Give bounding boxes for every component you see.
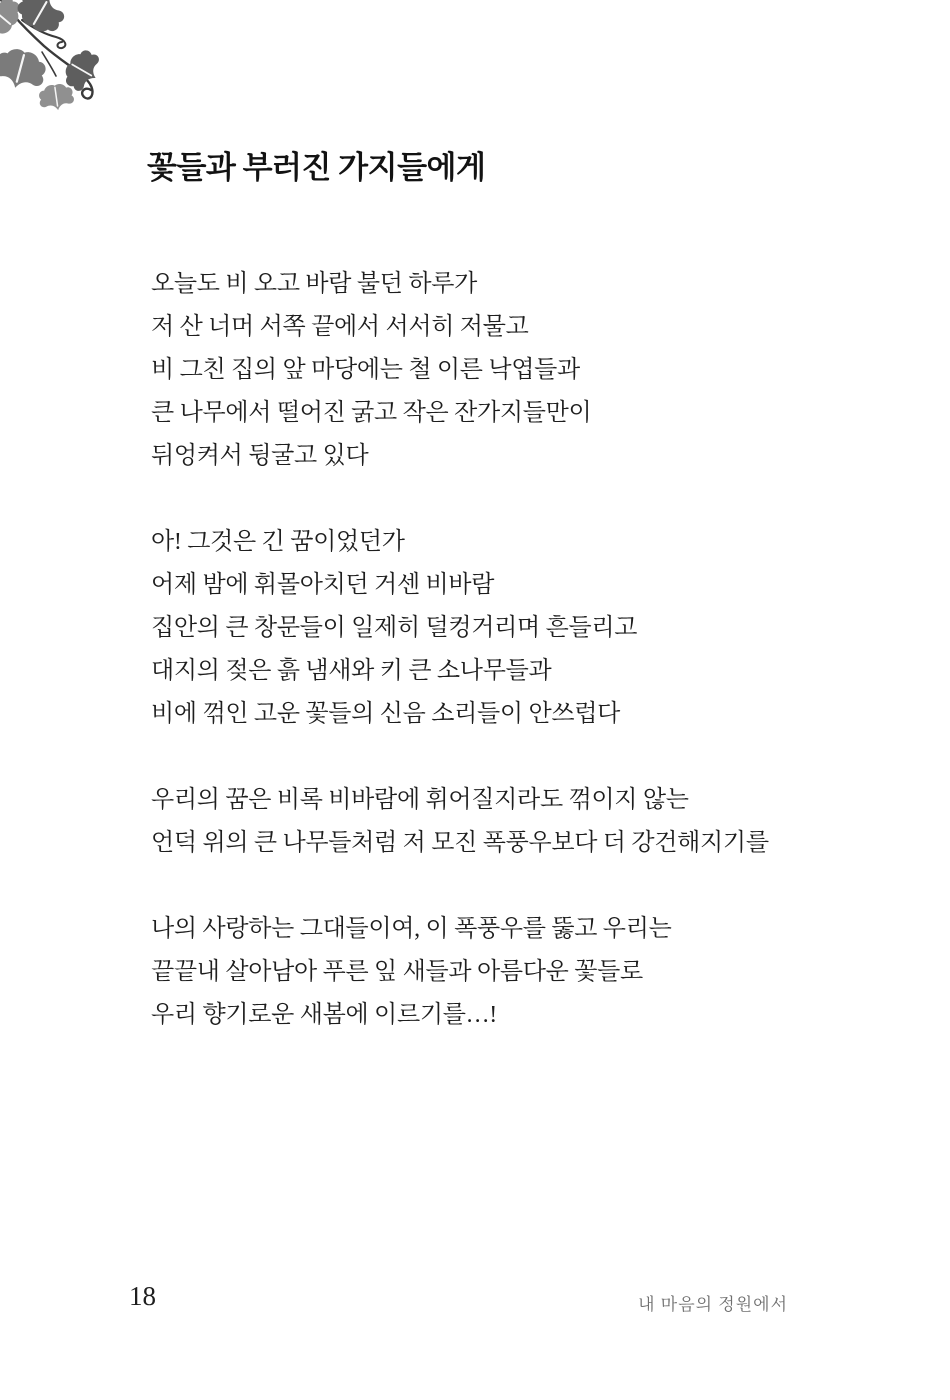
- poem-line: 아! 그것은 긴 꿈이었던가: [151, 529, 405, 555]
- stanza-2: [151, 521, 769, 736]
- poem-line: 뒤엉켜서 뒹굴고 있다: [151, 443, 369, 469]
- poem-title: 꽃들과 부러진 가지들에게: [147, 150, 486, 185]
- poem-line: 언덕 위의 큰 나무들처럼 저 모진 폭풍우보다 더 강건해지기를: [151, 830, 769, 856]
- stanza-1: [151, 263, 769, 478]
- poem-line: 어제 밤에 휘몰아치던 거센 비바람: [151, 572, 495, 598]
- poem-line: 우리 향기로운 새봄에 이르기를…!: [151, 1002, 497, 1028]
- stanza-4: [151, 908, 769, 1037]
- poem-line: 비에 꺾인 고운 꽃들의 신음 소리들이 안쓰럽다: [151, 701, 620, 727]
- poem-line: 비 그친 집의 앞 마당에는 철 이른 낙엽들과: [151, 357, 580, 383]
- poem-line: 나의 사랑하는 그대들이여, 이 폭풍우를 뚫고 우리는: [151, 916, 672, 942]
- page-number: 18: [129, 1281, 156, 1311]
- book-title: 내 마음의 정원에서: [638, 1295, 788, 1314]
- poem-line: 집안의 큰 창문들이 일제히 덜컹거리며 흔들리고: [151, 615, 638, 641]
- poem-line: 끝끝내 살아남아 푸른 잎 새들과 아름다운 꽃들로: [151, 959, 643, 985]
- stanza-3: [151, 779, 769, 865]
- poem-line: 오늘도 비 오고 바람 불던 하루가: [151, 271, 477, 297]
- poem-line: 대지의 젖은 흙 냄새와 키 큰 소나무들과: [151, 658, 552, 684]
- poem-line: 우리의 꿈은 비록 비바람에 휘어질지라도 꺾이지 않는: [151, 787, 689, 813]
- ivy-vine-ornament: [0, 0, 120, 122]
- ivy-vine-icon: [0, 0, 120, 122]
- poem-body: [151, 263, 769, 1037]
- poem-line: 큰 나무에서 떨어진 굵고 작은 잔가지들만이: [151, 400, 592, 426]
- poem-line: 저 산 너머 서쪽 끝에서 서서히 저물고: [151, 314, 529, 340]
